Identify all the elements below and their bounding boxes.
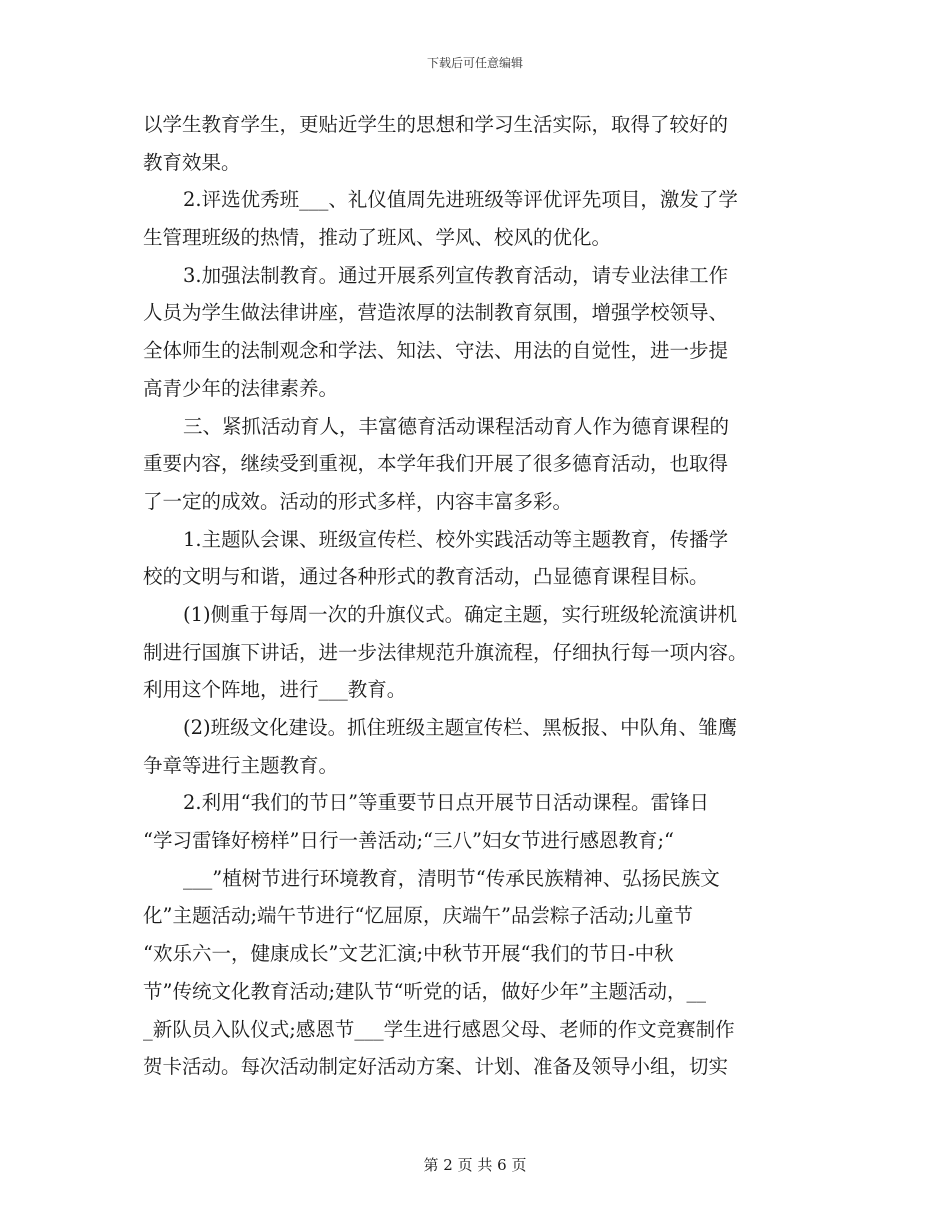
text-line: 节”传统文化教育活动;建队节“听党的话，做好少年”主题活动，__ (143, 979, 706, 1003)
text-line: “欢乐六一，健康成长”文艺汇演;中秋节开展“我们的节日-中秋 (143, 942, 674, 966)
text-line: 以学生教育学生，更贴近学生的思想和学习生活实际，取得了较好的 (143, 113, 729, 136)
text-line: 贺卡活动。每次活动制定好活动方案、计划、准备及领导小组，切实 (143, 1055, 729, 1079)
text-line: 化”主题活动;端午节进行“忆屈原，庆端午”品尝粽子活动;儿童节 (143, 904, 694, 928)
text-line: _新队员入队仪式;感恩节___学生进行感恩父母、老师的作文竞赛制作 (143, 1017, 735, 1041)
text-line: 3.加强法制教育。通过开展系列宣传教育活动，请专业法律工作 (183, 263, 729, 287)
text-line: 制进行国旗下讲话，进一步法律规范升旗流程，仔细执行每一项内容。 (143, 640, 748, 664)
header-text: 下载后可任意编辑 (426, 56, 523, 70)
text-line: 教育效果。 (143, 150, 241, 174)
text-line: 高青少年的法律素养。 (143, 376, 339, 400)
text-line: 生管理班级的热情，推动了班风、学风、校风的优化。 (143, 226, 612, 250)
page-number: 第 2 页 共 6 页 (423, 1156, 527, 1174)
text-line: (2)班级文化建设。抓住班级主题宣传栏、黑板报、中队角、雏鹰 (183, 716, 738, 739)
text-line: (1)侧重于每周一次的升旗仪式。确定主题，实行班级轮流演讲机 (183, 602, 738, 626)
text-line: 2.评选优秀班___、礼仪值周先进班级等评优评先项目，激发了学 (183, 188, 738, 212)
text-line: 利用这个阵地，进行___教育。 (143, 678, 407, 702)
text-line: ___”植树节进行环境教育，清明节“传承民族精神、弘扬民族文 (183, 866, 720, 890)
text-line: 重要内容，继续受到重视，本学年我们开展了很多德育活动，也取得 (143, 452, 729, 476)
page-footer (0, 1154, 950, 1175)
page-header (0, 54, 950, 71)
text-line: “学习雷锋好榜样”日行一善活动;“三八”妇女节进行感恩教育;“ (143, 829, 674, 853)
text-line: 人员为学生做法律讲座，营造浓厚的法制教育氛围，增强学校领导、 (143, 301, 729, 325)
text-line: 全体师生的法制观念和学法、知法、守法、用法的自觉性，进一步提 (143, 339, 729, 363)
text-line: 2.利用“我们的节日”等重要节日点开展节日活动课程。雷锋日 (183, 791, 710, 815)
text-line: 1.主题队会课、班级宣传栏、校外实践活动等主题教育，传播学 (183, 527, 729, 551)
text-line: 三、紧抓活动育人，丰富德育活动课程活动育人作为德育课程的 (183, 414, 730, 438)
text-line: 争章等进行主题教育。 (143, 753, 339, 777)
text-line: 校的文明与和谐，通过各种形式的教育活动，凸显德育课程目标。 (143, 565, 709, 589)
document-body (143, 106, 813, 1086)
text-line: 了一定的成效。活动的形式多样，内容丰富多彩。 (143, 489, 573, 513)
